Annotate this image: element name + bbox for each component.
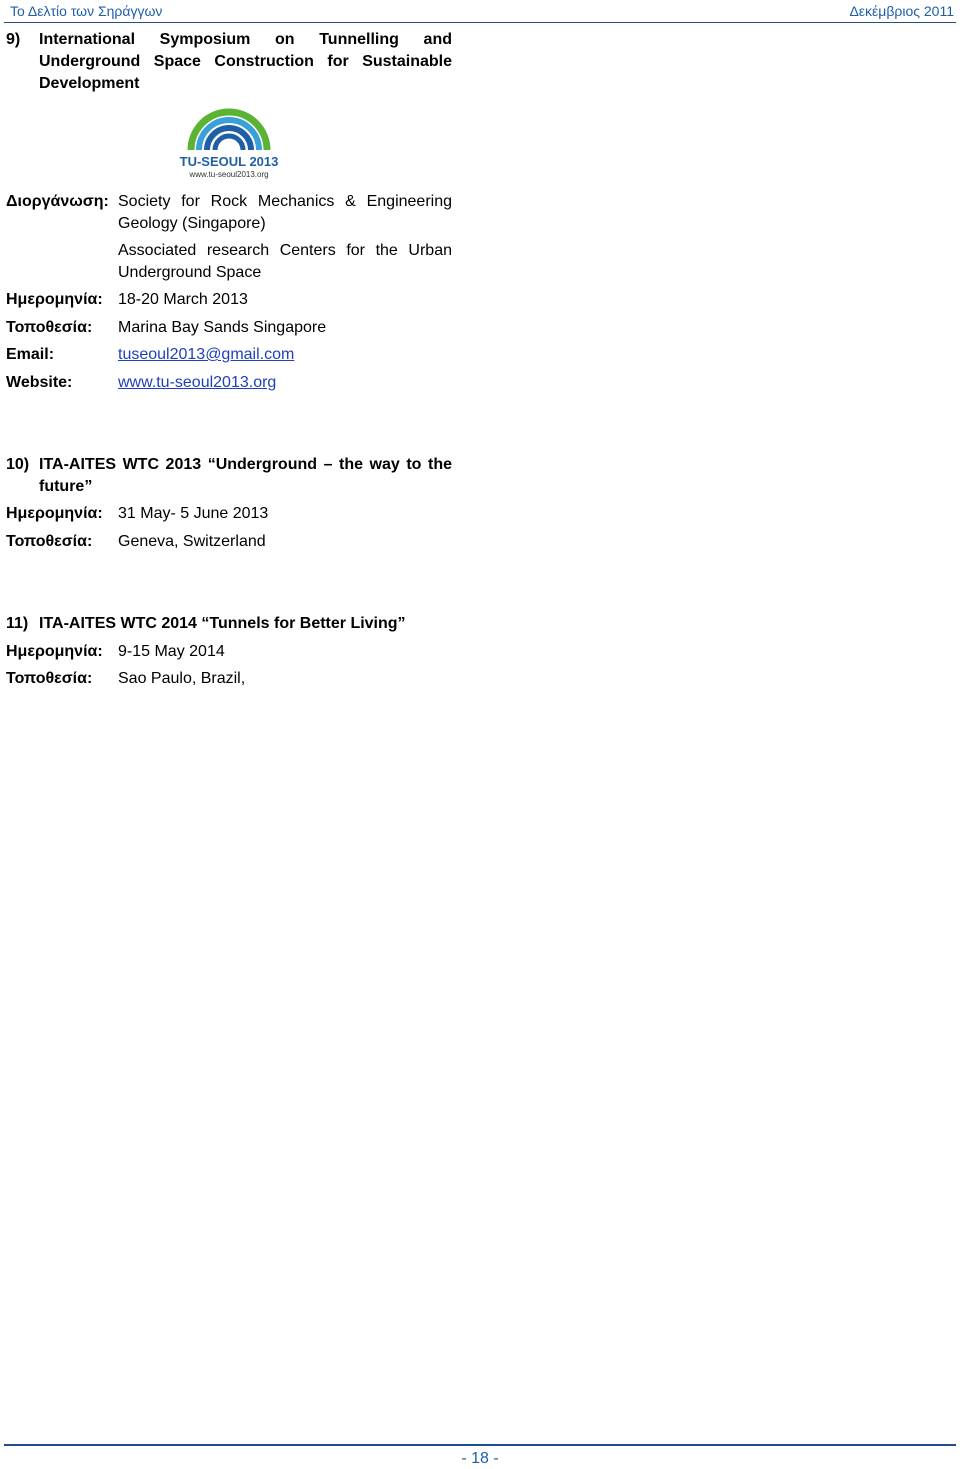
page-header — [4, 0, 956, 23]
page-number: - 18 - — [461, 1450, 499, 1467]
location-value: Sao Paulo, Brazil, — [118, 670, 246, 687]
organizer-2: Associated research Centers for the Urban Underground Space — [118, 242, 452, 281]
date-label: Ημερομηνία: — [6, 291, 103, 308]
website-label: Website: — [6, 374, 73, 391]
location-value: Marina Bay Sands Singapore — [118, 319, 327, 336]
website-row-9 — [6, 372, 452, 394]
event-number: 11) — [6, 615, 29, 632]
event-title-10 — [6, 454, 452, 498]
event-title-text: ITA-AITES WTC 2013 “Underground – the way to the future” — [39, 456, 452, 495]
email-row-9 — [6, 344, 452, 366]
date-row-10 — [6, 503, 452, 525]
header-date: Δεκέμβριος 2011 — [849, 3, 954, 19]
date-row-9 — [6, 289, 452, 311]
event-number: 9) — [6, 31, 21, 48]
location-label: Τοποθεσία: — [6, 319, 93, 336]
organizer-label: Διοργάνωση: — [6, 193, 109, 210]
event-title-text: ITA-AITES WTC 2014 “Tunnels for Better Living” — [39, 615, 406, 632]
location-row-9 — [6, 317, 452, 339]
organizer-row-2 — [6, 240, 452, 284]
event-title-11 — [6, 613, 606, 635]
date-label: Ημερομηνία: — [6, 505, 103, 522]
email-link[interactable]: tuseoul2013@gmail.com — [118, 346, 295, 363]
location-label: Τοποθεσία: — [6, 670, 93, 687]
event-number: 10) — [6, 456, 30, 473]
footer-divider — [4, 1444, 956, 1446]
event-title-text: International Symposium on Tunnelling and Underground Space Construction for Sustainable Development — [39, 31, 452, 92]
location-row-10 — [6, 531, 452, 553]
date-value: 31 May- 5 June 2013 — [118, 505, 269, 522]
location-value: Geneva, Switzerland — [118, 533, 266, 550]
location-label: Τοποθεσία: — [6, 533, 93, 550]
email-label: Email: — [6, 346, 55, 363]
tu-seoul-logo — [178, 106, 280, 180]
location-row-11 — [6, 668, 452, 690]
date-value: 18-20 March 2013 — [118, 291, 248, 308]
logo-url: www.tu-seoul2013.org — [189, 170, 269, 179]
organizer-1: Society for Rock Mechanics & Engineering Geology (Singapore) — [118, 193, 452, 232]
date-row-11 — [6, 641, 452, 663]
header-publication-title: Το Δελτίο των Σηράγγων — [10, 3, 163, 19]
logo-name: TU-SEOUL 2013 — [179, 154, 279, 169]
date-label: Ημερομηνία: — [6, 643, 103, 660]
organizer-row — [6, 191, 452, 235]
website-link[interactable]: www.tu-seoul2013.org — [118, 374, 277, 391]
date-value: 9-15 May 2014 — [118, 643, 225, 660]
event-title-9 — [6, 29, 452, 95]
